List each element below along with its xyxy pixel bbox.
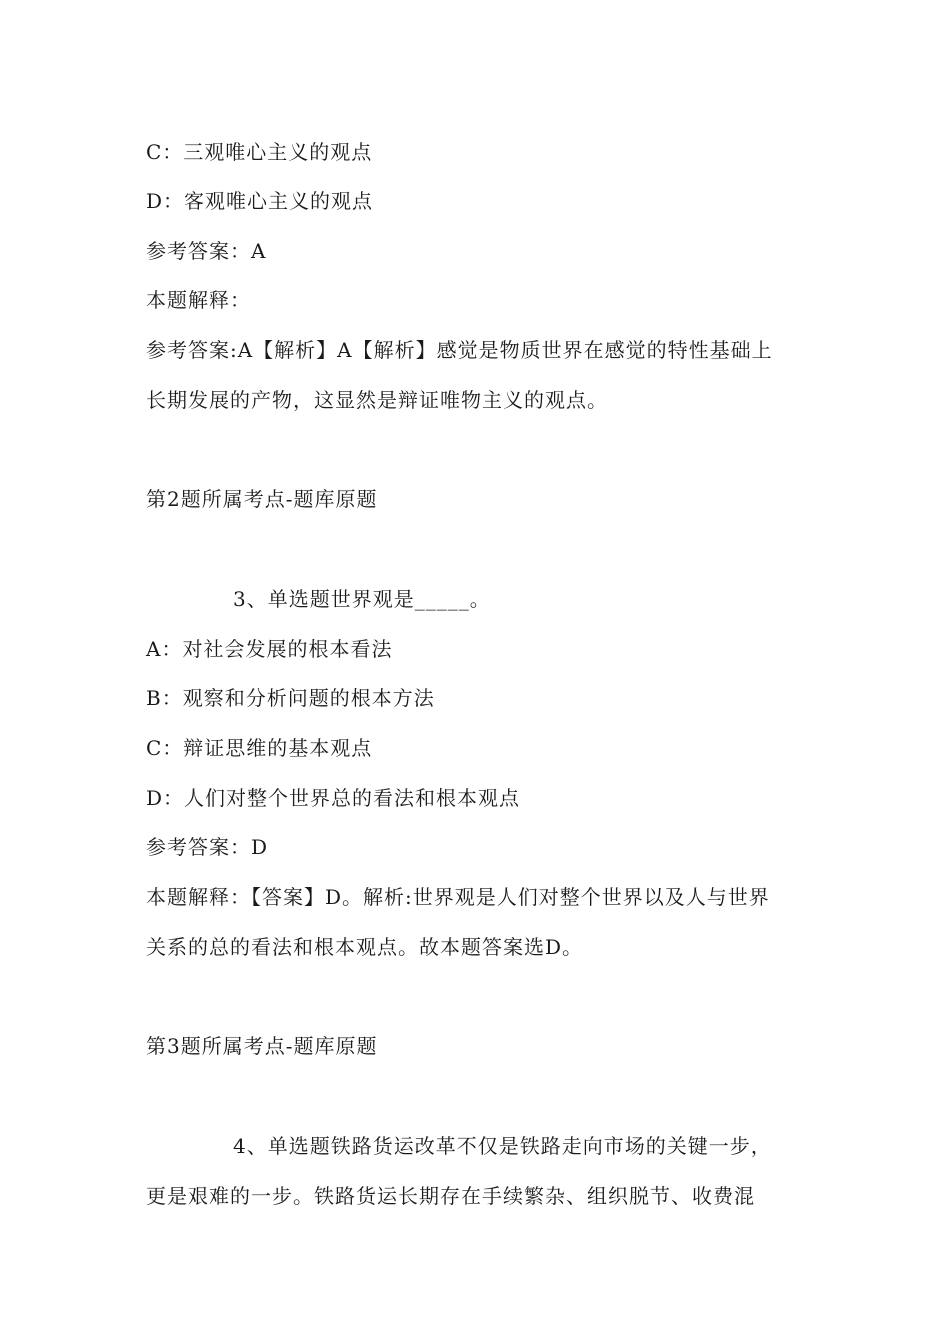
q1-option-d: D：客观唯心主义的观点 — [146, 189, 374, 213]
q3-explanation-line-2: 关系的总的看法和根本观点。故本题答案选D。 — [146, 935, 584, 959]
q3-topic-footer: 第3题所属考点-题库原题 — [146, 1034, 378, 1058]
q3-stem: 3、单选题世界观是_____。 — [233, 587, 491, 611]
q1-answer: 参考答案：A — [146, 239, 267, 263]
q1-explanation-line-1: 参考答案:A【解析】A【解析】感觉是物质世界在感觉的特性基础上 — [146, 338, 773, 362]
q1-explanation-label: 本题解释： — [146, 288, 251, 312]
q3-option-a: A：对社会发展的根本看法 — [146, 637, 393, 661]
q3-option-d: D：人们对整个世界总的看法和根本观点 — [146, 786, 521, 810]
q2-topic-footer: 第2题所属考点-题库原题 — [146, 487, 378, 511]
q4-stem-line-1: 4、单选题铁路货运改革不仅是铁路走向市场的关键一步， — [233, 1134, 772, 1158]
q3-explanation-line-1: 本题解释：【答案】D。解析:世界观是人们对整个世界以及人与世界 — [146, 885, 770, 909]
q1-explanation-line-2: 长期发展的产物，这显然是辩证唯物主义的观点。 — [146, 388, 608, 412]
q4-stem-line-2: 更是艰难的一步。铁路货运长期存在手续繁杂、组织脱节、收费混 — [146, 1184, 755, 1208]
q3-option-b: B：观察和分析问题的根本方法 — [146, 686, 435, 710]
q3-answer: 参考答案：D — [146, 835, 269, 859]
q3-option-c: C：辩证思维的基本观点 — [146, 736, 373, 760]
q1-option-c: C：三观唯心主义的观点 — [146, 140, 373, 164]
